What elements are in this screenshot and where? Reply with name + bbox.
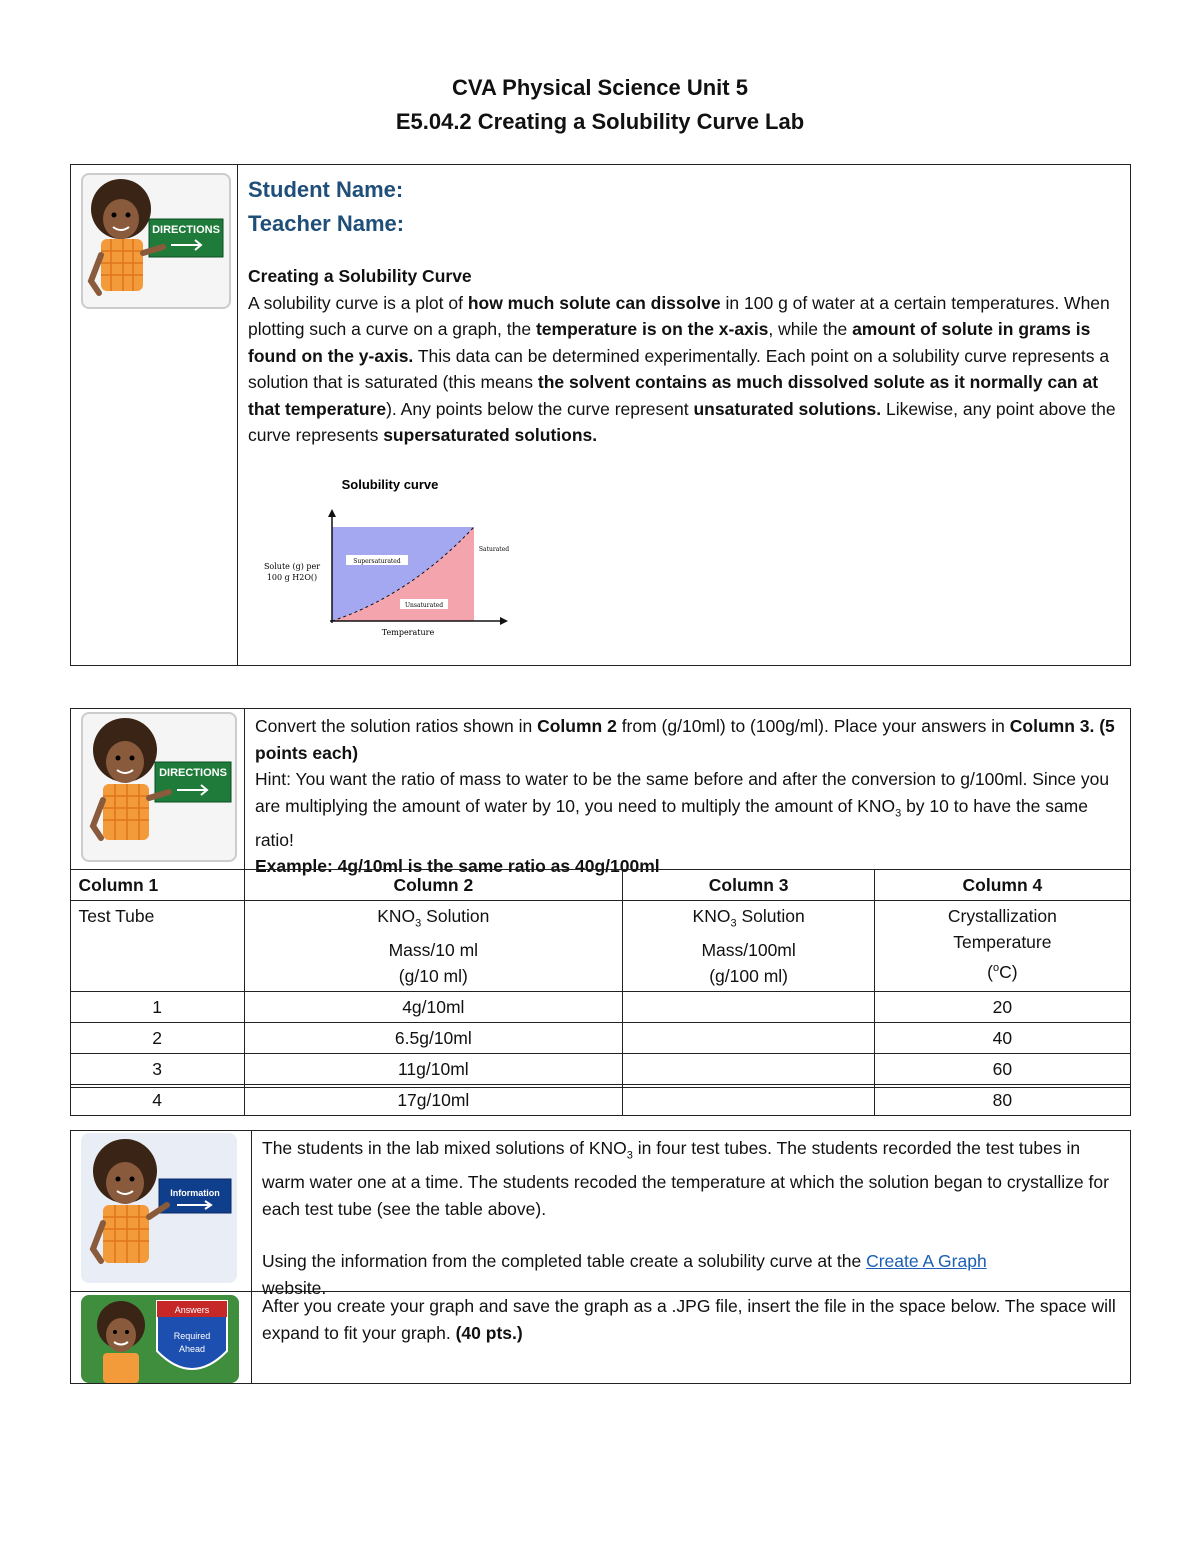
table-cell: 20 (875, 991, 1130, 1022)
answer-cell[interactable] (623, 1053, 875, 1084)
column-header: Column 4 (875, 870, 1130, 901)
conversion-instruction: Convert the solution ratios shown in Column 2 from (g/10ml) to (100g/ml). Place your answers in Column 3. (5 points each) (255, 716, 1115, 763)
table-row (70, 991, 1130, 1022)
table-cell: 80 (875, 1084, 1130, 1115)
teacher-name-label: Teacher Name: (248, 211, 405, 236)
y-axis-label: Solute (g) per 100 g H2O() (263, 562, 321, 582)
directions-avatar-icon (81, 173, 231, 309)
column-header: Column 2 (244, 870, 622, 901)
data-table (70, 869, 1131, 1116)
table-cell: 17g/10ml (244, 1084, 622, 1115)
directions-badge: DIRECTIONS (152, 224, 220, 236)
table-cell: Test Tube (70, 901, 244, 992)
column-divider (251, 1131, 252, 1383)
table-cell: 2 (70, 1022, 244, 1053)
column-divider (237, 165, 238, 665)
answer-cell[interactable] (623, 991, 875, 1022)
graph-section (70, 1130, 1131, 1384)
x-axis-label: Temperature (381, 628, 435, 637)
table-cell: 6.5g/10ml (244, 1022, 622, 1053)
graph-upload-instruction[interactable]: After you create your graph and save the graph as a .JPG file, insert the file in the space below. The space will expand to fit your graph. (40 pts.) (262, 1296, 1116, 1343)
document-subtitle: E5.04.2 Creating a Solubility Curve Lab (395, 109, 805, 134)
table-cell: 1 (70, 991, 244, 1022)
table-description-row (70, 901, 1130, 992)
table-cell: 11g/10ml (244, 1053, 622, 1084)
table-cell: 4 (70, 1084, 244, 1115)
directions-avatar-icon (81, 712, 237, 862)
conversion-example: Example: 4g/10ml is the same ratio as 40g/100ml (255, 856, 660, 876)
graph-instruction: Using the information from the completed table create a solubility curve at the Create A Graph website. (262, 1251, 987, 1298)
table-header-row (70, 870, 1130, 901)
lab-description: The students in the lab mixed solutions of $KNO_3$ in four test tubes. The students recorded the test tubes in warm water one at a time. The students recoded the temperature at which the solution began to crystallize for each test tube (see the table above). (262, 1138, 1109, 1219)
section-heading: Creating a Solubility Curve (248, 266, 472, 286)
solubility-curve-chart (260, 475, 520, 645)
table-cell: $KNO_3$ Solution Mass/10 ml (g/10 ml) (244, 901, 622, 992)
information-avatar-icon (81, 1133, 237, 1283)
required-badge: Required (173, 1331, 211, 1341)
table-cell: $KNO_3$ Solution Mass/100ml (g/100 ml) (623, 901, 875, 992)
supersaturated-label: Supersaturated (353, 558, 401, 565)
conversion-section (70, 708, 1131, 1110)
table-row (70, 1022, 1130, 1053)
table-cell: Crystallization Temperature ($^o$C) (875, 901, 1130, 992)
conversion-hint: Hint: You want the ratio of mass to water to be the same before and after the conversion to g/100ml. Since you are multiplying the amount of water by 10, you need to multiply the amount of $KNO_3$ by 10 to have the same ratio! (255, 769, 1110, 850)
table-cell: 40 (875, 1022, 1130, 1053)
x-axis-arrow-icon (500, 617, 508, 625)
table-cell: 4g/10ml (244, 991, 622, 1022)
table-cell: 3 (70, 1053, 244, 1084)
information-badge: Information (170, 1188, 220, 1198)
column-divider (244, 709, 245, 869)
chart-svg (260, 475, 520, 645)
saturated-label: Saturated (478, 546, 510, 553)
ahead-badge: Ahead (178, 1344, 206, 1354)
answers-badge: Answers (174, 1305, 210, 1315)
y-axis-arrow-icon (328, 509, 336, 517)
column-header: Column 3 (623, 870, 875, 901)
table-row (70, 1053, 1130, 1084)
directions-badge: DIRECTIONS (159, 767, 227, 779)
solubility-description: A solubility curve is a plot of how much solute can dissolve in 100 g of water at a certain temperatures. When plotting such a curve on a graph, the temperature is on the x-axis, while the amount of solute in grams is found on the y-axis. This data can be determined experimentally. Each point on a solubility curve represents a solution that is saturated (this means the solvent contains as much dissolved solute as it normally can at that temperature). Any points below the curve represent unsaturated solutions. Likewise, any point above the curve represents supersaturated solutions. (248, 292, 1116, 445)
answers-avatar-icon (81, 1295, 239, 1383)
answer-cell[interactable] (623, 1084, 875, 1115)
create-a-graph-link[interactable]: Create A Graph (866, 1251, 987, 1271)
column-header: Column 1 (70, 870, 244, 901)
student-name-label: Student Name: (248, 177, 404, 202)
table-cell: 60 (875, 1053, 1130, 1084)
unsaturated-label: Unsaturated (404, 602, 444, 609)
table-row (70, 1084, 1130, 1115)
document-title: CVA Physical Science Unit 5 (452, 75, 748, 100)
answer-cell[interactable] (623, 1022, 875, 1053)
chart-title: Solubility curve (341, 477, 439, 492)
intro-section (70, 164, 1131, 666)
